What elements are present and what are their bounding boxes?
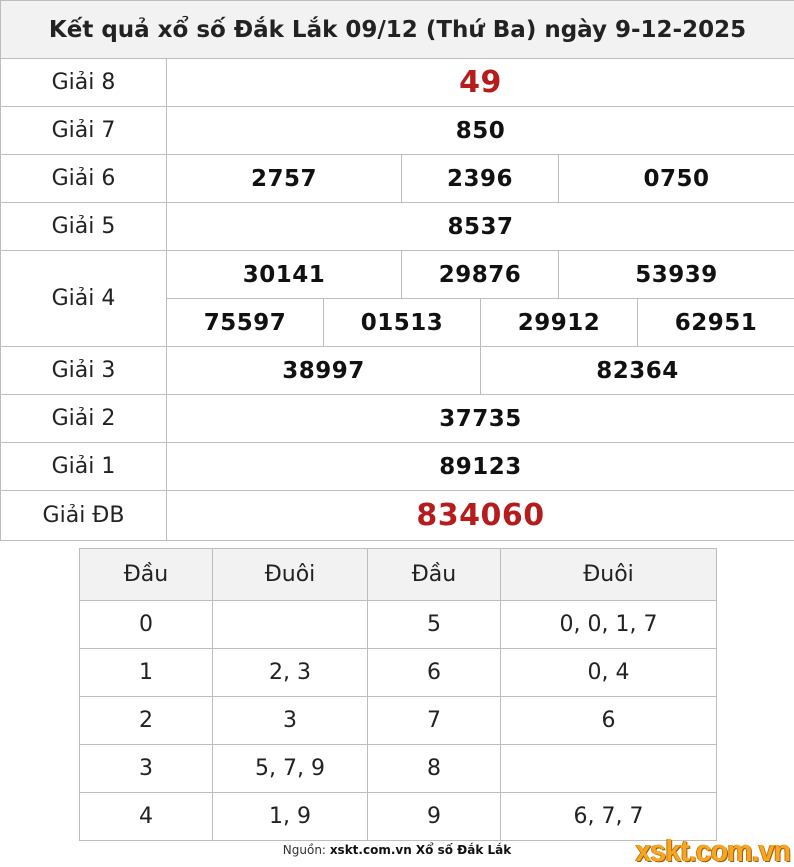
prize-label-g5: Giải 5 xyxy=(1,203,167,251)
prize-number-g4: 01513 xyxy=(324,299,481,347)
prize-number-g3: 82364 xyxy=(481,347,794,395)
loto-head-digit: 8 xyxy=(368,745,501,793)
loto-head-digit: 7 xyxy=(368,697,501,745)
prize-label-g8: Giải 8 xyxy=(1,59,167,107)
prize-number-g2: 37735 xyxy=(167,395,794,443)
loto-tail-digits: 5, 7, 9 xyxy=(213,745,368,793)
loto-head-digit: 1 xyxy=(80,649,213,697)
loto-head-tail-table xyxy=(79,548,717,841)
loto-tail-digits: 6, 7, 7 xyxy=(501,793,717,841)
loto-tail-digits: 6 xyxy=(501,697,717,745)
prize-number-g6: 2757 xyxy=(167,155,402,203)
prize-number-g4: 29912 xyxy=(481,299,638,347)
loto-head-digit: 6 xyxy=(368,649,501,697)
prize-label-g3: Giải 3 xyxy=(1,347,167,395)
loto-tail-digits: 0, 0, 1, 7 xyxy=(501,601,717,649)
prize-label-g7: Giải 7 xyxy=(1,107,167,155)
loto-header-dau: Đầu xyxy=(368,549,501,601)
source-link[interactable]: xskt.com.vn Xổ số Đắk Lắk xyxy=(329,843,512,857)
prize-label-gdb: Giải ĐB xyxy=(1,491,167,541)
loto-head-digit: 0 xyxy=(80,601,213,649)
table-row xyxy=(80,793,717,841)
prize-number-g6: 2396 xyxy=(402,155,559,203)
prize-number-g6: 0750 xyxy=(559,155,794,203)
prize-number-g4: 30141 xyxy=(167,251,402,299)
loto-head-digit: 5 xyxy=(368,601,501,649)
prize-number-g5: 8537 xyxy=(167,203,794,251)
prize-label-g1: Giải 1 xyxy=(1,443,167,491)
prize-number-g4: 53939 xyxy=(559,251,794,299)
prize-number-g1: 89123 xyxy=(167,443,794,491)
source-prefix: Nguồn: xyxy=(282,843,326,857)
loto-tail-digits xyxy=(501,745,717,793)
table-row xyxy=(80,697,717,745)
loto-header-dau: Đầu xyxy=(80,549,213,601)
brand-logo: xskt.com.vn xyxy=(635,833,790,867)
loto-header-duoi: Đuôi xyxy=(213,549,368,601)
table-row xyxy=(80,649,717,697)
prize-number-g3: 38997 xyxy=(167,347,481,395)
prize-number-g4: 29876 xyxy=(402,251,559,299)
loto-head-digit: 2 xyxy=(80,697,213,745)
loto-header-duoi: Đuôi xyxy=(501,549,717,601)
loto-tail-digits: 1, 9 xyxy=(213,793,368,841)
table-row xyxy=(80,601,717,649)
prize-label-g6: Giải 6 xyxy=(1,155,167,203)
prize-label-g4: Giải 4 xyxy=(1,251,167,347)
prize-number-g8: 49 xyxy=(167,59,794,107)
loto-head-digit: 3 xyxy=(80,745,213,793)
loto-tail-digits: 0, 4 xyxy=(501,649,717,697)
prize-label-g2: Giải 2 xyxy=(1,395,167,443)
loto-head-digit: 9 xyxy=(368,793,501,841)
prize-number-gdb: 834060 xyxy=(167,491,794,541)
table-row xyxy=(80,745,717,793)
loto-tail-digits: 3 xyxy=(213,697,368,745)
loto-tail-digits: 2, 3 xyxy=(213,649,368,697)
loto-head-digit: 4 xyxy=(80,793,213,841)
prize-number-g4: 75597 xyxy=(167,299,324,347)
loto-tail-digits xyxy=(213,601,368,649)
prize-number-g4: 62951 xyxy=(638,299,794,347)
results-title: Kết quả xổ số Đắk Lắk 09/12 (Thứ Ba) ngày 9-12-2025 xyxy=(1,1,794,59)
prize-number-g7: 850 xyxy=(167,107,794,155)
